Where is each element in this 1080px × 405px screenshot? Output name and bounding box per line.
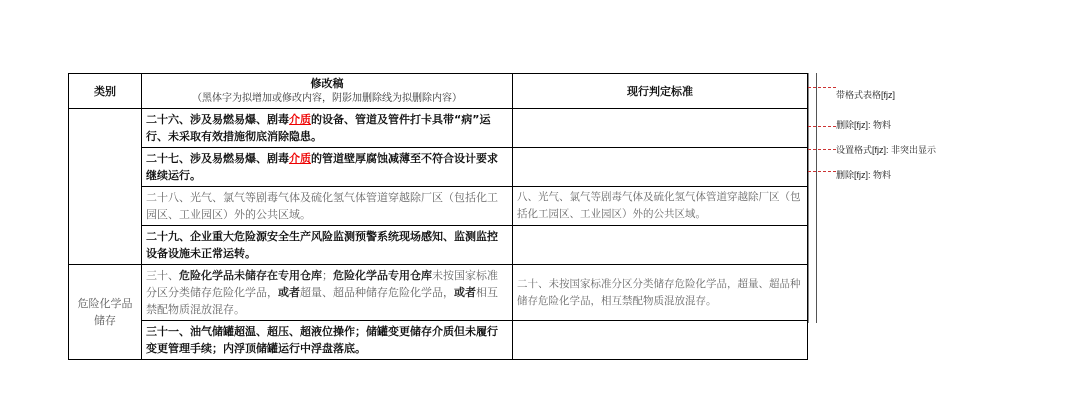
revision-bold-text: 危险化学品专用仓库 [333, 269, 432, 282]
revision-bold-text: 危险化学品未储存在专用仓库 [179, 269, 322, 282]
header-revision [142, 74, 513, 109]
header-revision-title: 修改稿 [310, 77, 344, 90]
category-cell: 危险化学品储存 [69, 265, 142, 360]
current-cell-26 [513, 109, 808, 148]
revision-table [68, 73, 808, 360]
revision-bold-text: 或者 [454, 286, 476, 299]
header-category: 类别 [69, 74, 142, 109]
current-cell-28: 八、光气、氯气等剧毒气体及硫化氢气体管道穿越除厂区（包括化工园区、工业园区）外的公共区域。 [513, 187, 808, 226]
revision-text: 的设备、管道及管件打卡具带“病”运行、未采取有效措施彻底消除隐患。 [146, 113, 491, 143]
current-cell-29 [513, 226, 808, 265]
current-cell-31 [513, 321, 808, 360]
comment-delete-1[interactable]: 删除[fjz]: 物料 [836, 120, 892, 130]
comment-connector [808, 126, 836, 127]
comment-format-table[interactable]: 带格式表格[fjz] [836, 90, 896, 100]
comment-connector [808, 171, 836, 172]
comment-connector [808, 87, 836, 88]
current-cell-27 [513, 148, 808, 187]
comment-format-highlight[interactable]: 设置格式[fjz]: 非突出显示 [836, 145, 937, 155]
category-cell-empty [69, 109, 142, 265]
markup-margin-line [808, 73, 809, 323]
revision-text: 二十七、涉及易燃易爆、剧毒 [146, 152, 289, 165]
table-row [69, 148, 808, 187]
revision-text: 的管道壁厚腐蚀减薄至不符合设计要求继续运行。 [146, 152, 498, 182]
revision-bold-text: 或者 [278, 286, 300, 299]
revision-highlight: 介质 [289, 113, 311, 126]
revision-cell-26 [142, 109, 513, 148]
comment-connector [808, 149, 836, 150]
table-row [69, 187, 808, 226]
header-revision-note: （黑体字为拟增加或修改内容，阴影加删除线为拟删除内容） [192, 93, 462, 104]
revision-highlight: 介质 [289, 152, 311, 165]
revision-cell-29: 二十九、企业重大危险源安全生产风险监测预警系统现场感知、监测监控设备设施未正常运转。 [142, 226, 513, 265]
table-header-row [69, 74, 808, 109]
markup-pane-divider [816, 73, 817, 323]
table-row [69, 265, 808, 321]
revision-cell-31: 三十一、油气储罐超温、超压、超液位操作；储罐变更储存介质但未履行变更管理手续；内浮顶储罐运行中浮盘落底。 [142, 321, 513, 360]
revision-text: 二十六、涉及易燃易爆、剧毒 [146, 113, 289, 126]
revision-cell-28: 二十八、光气、氯气等剧毒气体及硫化氢气体管道穿越除厂区（包括化工园区、工业园区）外的公共区域。 [142, 187, 513, 226]
revision-text: 超量、超品种储存危险化学品， [300, 286, 454, 299]
comment-delete-2[interactable]: 删除[fjz]: 物料 [836, 170, 892, 180]
revision-cell-30 [142, 265, 513, 321]
table-row [69, 226, 808, 265]
revision-text: 三十、 [146, 269, 179, 282]
revision-text: 未按国家标准分区分类储存危险化学品， [146, 269, 498, 299]
revision-text: 相互禁配物质混放混存。 [146, 286, 498, 316]
current-cell-30: 二十、未按国家标准分区分类储存危险化学品，超量、超品种储存危险化学品，相互禁配物质混放混存。 [513, 265, 808, 321]
revision-text: ； [322, 269, 333, 282]
header-current-standard: 现行判定标准 [513, 74, 808, 109]
table-row [69, 321, 808, 360]
table-row [69, 109, 808, 148]
revision-cell-27 [142, 148, 513, 187]
